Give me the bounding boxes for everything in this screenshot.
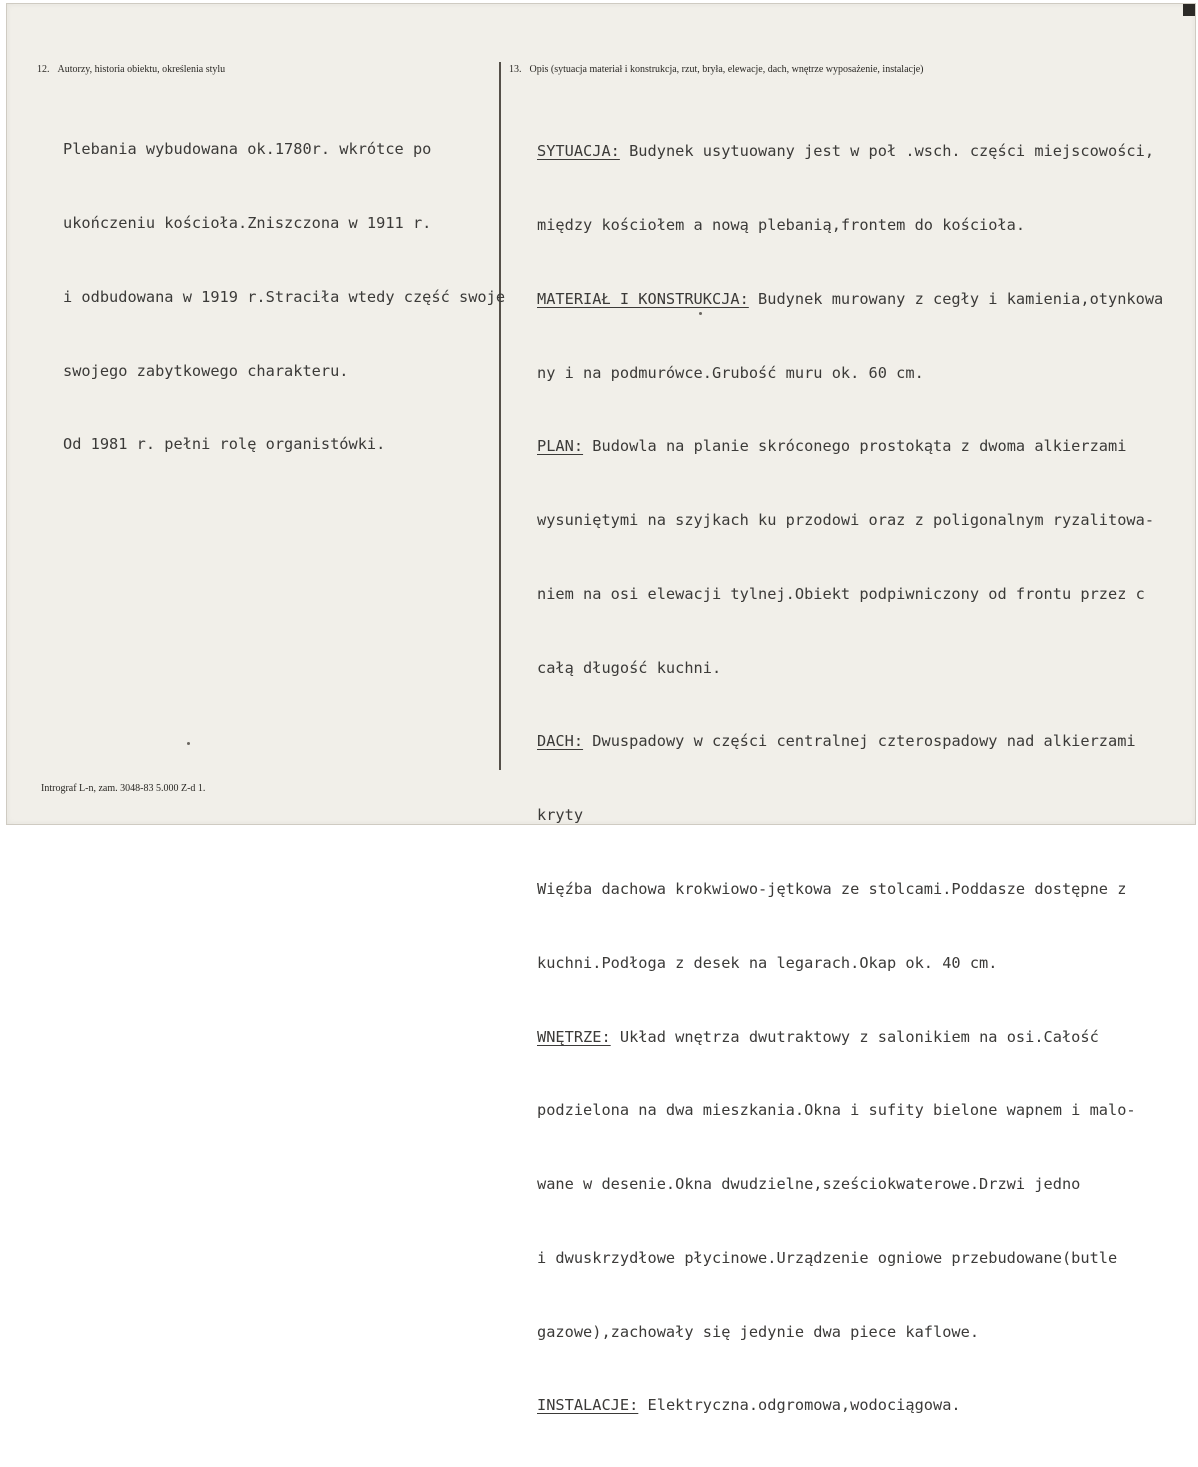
section-12-line: ukończeniu kościoła.Zniszczona w 1911 r. <box>63 213 432 232</box>
section-13-line <box>537 877 1163 902</box>
section-12-body <box>63 88 505 506</box>
line-text: gazowe),zachowały się jedynie dwa piece kaflowe. <box>537 1322 980 1341</box>
line-text: kuchni.Podłoga z desek na legarach.Okap ok. 40 cm. <box>537 953 998 972</box>
section-13-line <box>537 582 1163 607</box>
section-13-line <box>537 656 1163 681</box>
line-text: Elektryczna.odgromowa,wodociągowa. <box>638 1396 961 1415</box>
line-text: Więźba dachowa krokwiowo-jętkowa ze stolcami.Poddasze dostępne z <box>537 880 1127 898</box>
section-13-line <box>537 434 1163 459</box>
line-text: wane w desenie.Okna dwudzielne,sześciokwaterowe.Drzwi jedno <box>537 1175 1081 1194</box>
section-13-line <box>537 139 1163 164</box>
line-text: niem na osi elewacji tylnej.Obiekt podpiwniczony od frontu przez c <box>537 584 1145 603</box>
section-13-line <box>537 1098 1163 1123</box>
section-13-title: Opis (sytuacja materiał i konstrukcja, rzut, bryła, elewacje, dach, wnętrze wyposażenie, instalacje) <box>529 64 924 75</box>
line-text: podzielona na dwa mieszkania.Okna i sufity bielone wapnem i malo- <box>537 1101 1136 1120</box>
section-13-line <box>537 1393 1163 1418</box>
section-13-line <box>537 361 1163 386</box>
line-text: Budynek murowany z cegły i kamienia,otynkowa <box>748 289 1164 308</box>
field-label-sytuacja: SYTUACJA: <box>537 142 620 161</box>
line-text: Układ wnętrza dwutraktowy z salonikiem na osi.Całość <box>610 1027 1099 1046</box>
section-12-line: swojego zabytkowego charakteru. <box>63 361 349 380</box>
section-12-header <box>37 64 225 75</box>
field-label-dach: DACH: <box>537 732 584 751</box>
section-13-line <box>537 508 1163 533</box>
section-12-line: Plebania wybudowana ok.1780r. wkrótce po <box>63 140 432 159</box>
section-12-line: Od 1981 r. pełni rolę organistówki. <box>63 435 386 454</box>
field-label-material: MATERIAŁ I KONSTRUKCJA: <box>537 289 749 308</box>
line-text: wysuniętymi na szyjkach ku przodowi oraz z poligonalnym ryzalitowa- <box>537 511 1155 530</box>
line-text: między kościołem a nową plebanią,frontem do kościoła. <box>537 215 1026 234</box>
section-12-line: i odbudowana w 1919 r.Straciła wtedy część swoje <box>63 287 506 306</box>
field-label-wnetrze: WNĘTRZE: <box>537 1027 611 1046</box>
section-13-line <box>537 287 1163 312</box>
form-sheet <box>6 3 1196 1415</box>
field-label-instalacje: INSTALACJE: <box>537 1396 639 1415</box>
section-12-title: Autorzy, historia obiektu, określenia stylu <box>57 64 226 75</box>
section-13-line <box>537 1246 1163 1271</box>
line-text: Dwuspadowy w części centralnej czterospadowy nad alkierzami <box>583 732 1136 751</box>
corner-mark <box>1183 4 1195 16</box>
line-text: Budowla na planie skróconego prostokąta z dwoma alkierzami <box>583 437 1127 456</box>
section-13-number: 13. <box>509 64 522 75</box>
section-13-line <box>537 951 1163 976</box>
section-13-line <box>537 213 1163 238</box>
field-label-plan: PLAN: <box>537 437 584 456</box>
ink-speck <box>699 312 702 315</box>
line-text: kryty <box>537 806 584 825</box>
section-13-line <box>537 1025 1163 1050</box>
printer-imprint: Intrograf L-n, zam. 3048-83 5.000 Z-d 1. <box>41 783 206 794</box>
section-13-header <box>509 64 924 75</box>
line-text: całą długość kuchni. <box>537 658 722 677</box>
line-text: Budynek usytuowany jest w poł .wsch. części miejscowości, <box>619 142 1155 161</box>
section-13-line <box>537 1320 1163 1345</box>
section-12-number: 12. <box>37 64 50 75</box>
line-text: i dwuskrzydłowe płycinowe.Urządzenie ogniowe przebudowane(butle <box>537 1248 1118 1267</box>
section-13-body <box>537 90 1163 1467</box>
section-13-line <box>537 729 1163 754</box>
ink-speck <box>187 742 190 745</box>
section-13-line <box>537 803 1163 828</box>
line-text: ny i na podmurówce.Grubość muru ok. 60 cm. <box>537 363 924 382</box>
section-13-line <box>537 1172 1163 1197</box>
